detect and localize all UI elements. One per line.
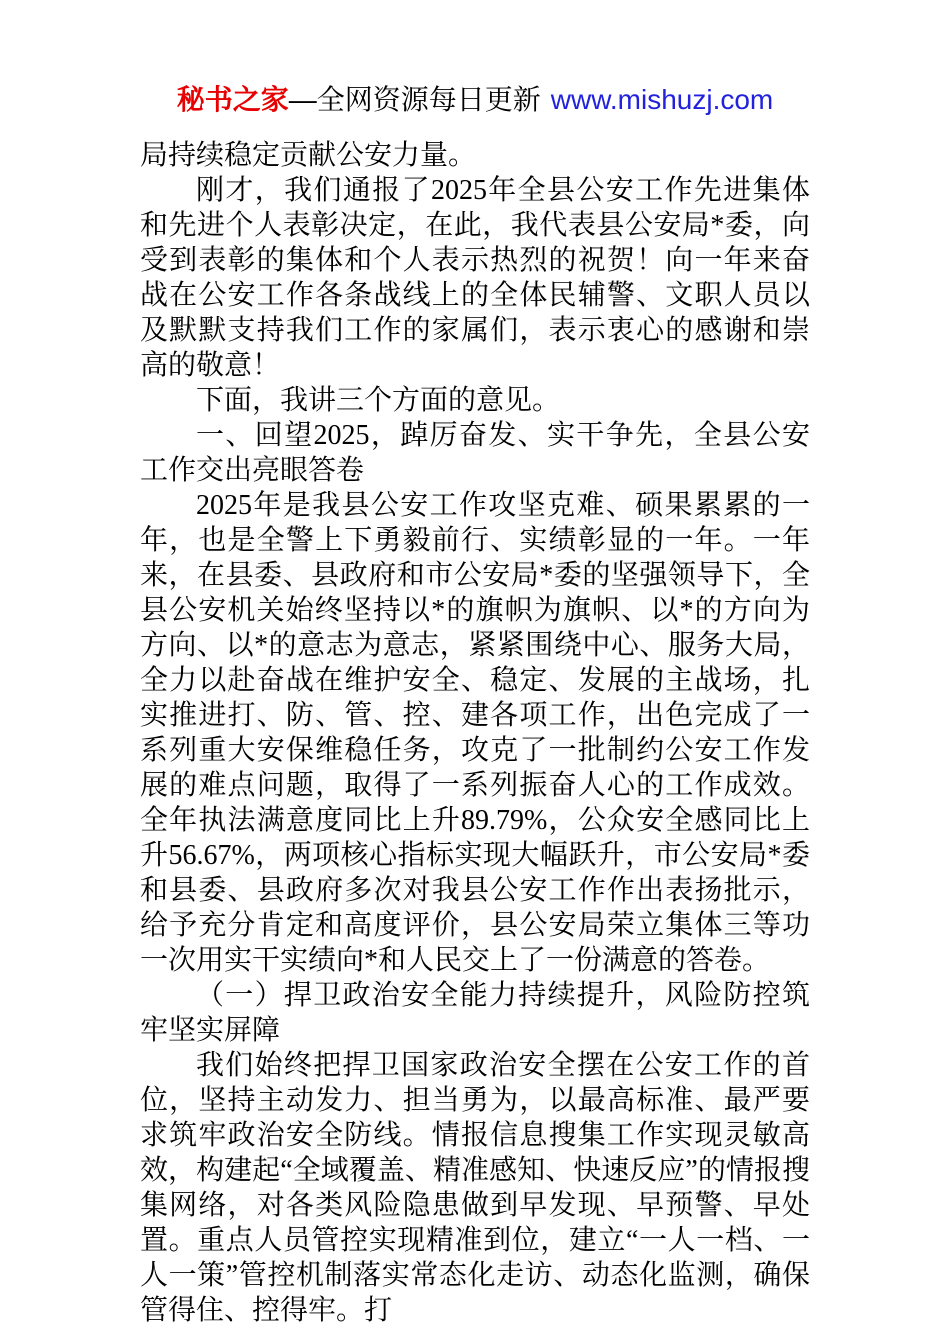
paragraph: 2025年是我县公安工作攻坚克难、硕果累累的一年，也是全警上下勇毅前行、实绩彰显的一年。一年来，在县委、县政府和市公安局*委的坚强领导下，全县公安机关始终坚持以*的旗帜为旗帜、以*的方向为方向、以*的意志为意志，紧紧围绕中心、服务大局，全力以赴奋战在维护安全、稳定、发展的主战场，扎实推进打、防、管、控、建各项工作，出色完成了一系列重大安保维稳任务，攻克了一批制约公安工作发展的难点问题，取得了一系列振奋人心的工作成效。全年执法满意度同比上升89.79%，公众安全感同比上升56.67%，两项核心指标实现大幅跃升，市公安局*委和县委、县政府多次对我县公安工作作出表扬批示，给予充分肯定和高度评价，县公安局荣立集体三等功一次用实干实绩向*和人民交上了一份满意的答卷。 [140, 490, 810, 976]
paragraph: 下面，我讲三个方面的意见。 [196, 385, 561, 416]
header-dash: — [288, 84, 317, 115]
site-header [0, 0, 950, 118]
paragraph: 局持续稳定贡献公安力量。 [140, 140, 477, 171]
site-tagline: 全网资源每日更新 [316, 84, 541, 115]
site-brand: 秘书之家 [176, 84, 289, 115]
document-body [140, 138, 810, 1328]
paragraph: （一）捍卫政治安全能力持续提升，风险防控筑牢坚实屏障 [140, 980, 810, 1046]
paragraph: 我们始终把捍卫国家政治安全摆在公安工作的首位，坚持主动发力、担当勇为，以最高标准、最严要求筑牢政治安全防线。情报信息搜集工作实现灵敏高效，构建起“全域覆盖、精准感知、快速反应”的情报搜集网络，对各类风险隐患做到早发现、早预警、早处置。重点人员管控实现精准到位，建立“一人一档、一人一策”管控机制落实常态化走访、动态化监测，确保管得住、控得牢。打 [140, 1050, 810, 1326]
site-url[interactable]: www.mishuzj.com [550, 84, 774, 115]
paragraph: 刚才，我们通报了2025年全县公安工作先进集体和先进个人表彰决定，在此，我代表县公安局*委，向受到表彰的集体和个人表示热烈的祝贺！向一年来奋战在公安工作各条战线上的全体民辅警、文职人员以及默默支持我们工作的家属们，表示衷心的感谢和崇高的敬意！ [140, 175, 810, 381]
paragraph: 一、回望2025，踔厉奋发、实干争先，全县公安工作交出亮眼答卷 [140, 420, 810, 486]
